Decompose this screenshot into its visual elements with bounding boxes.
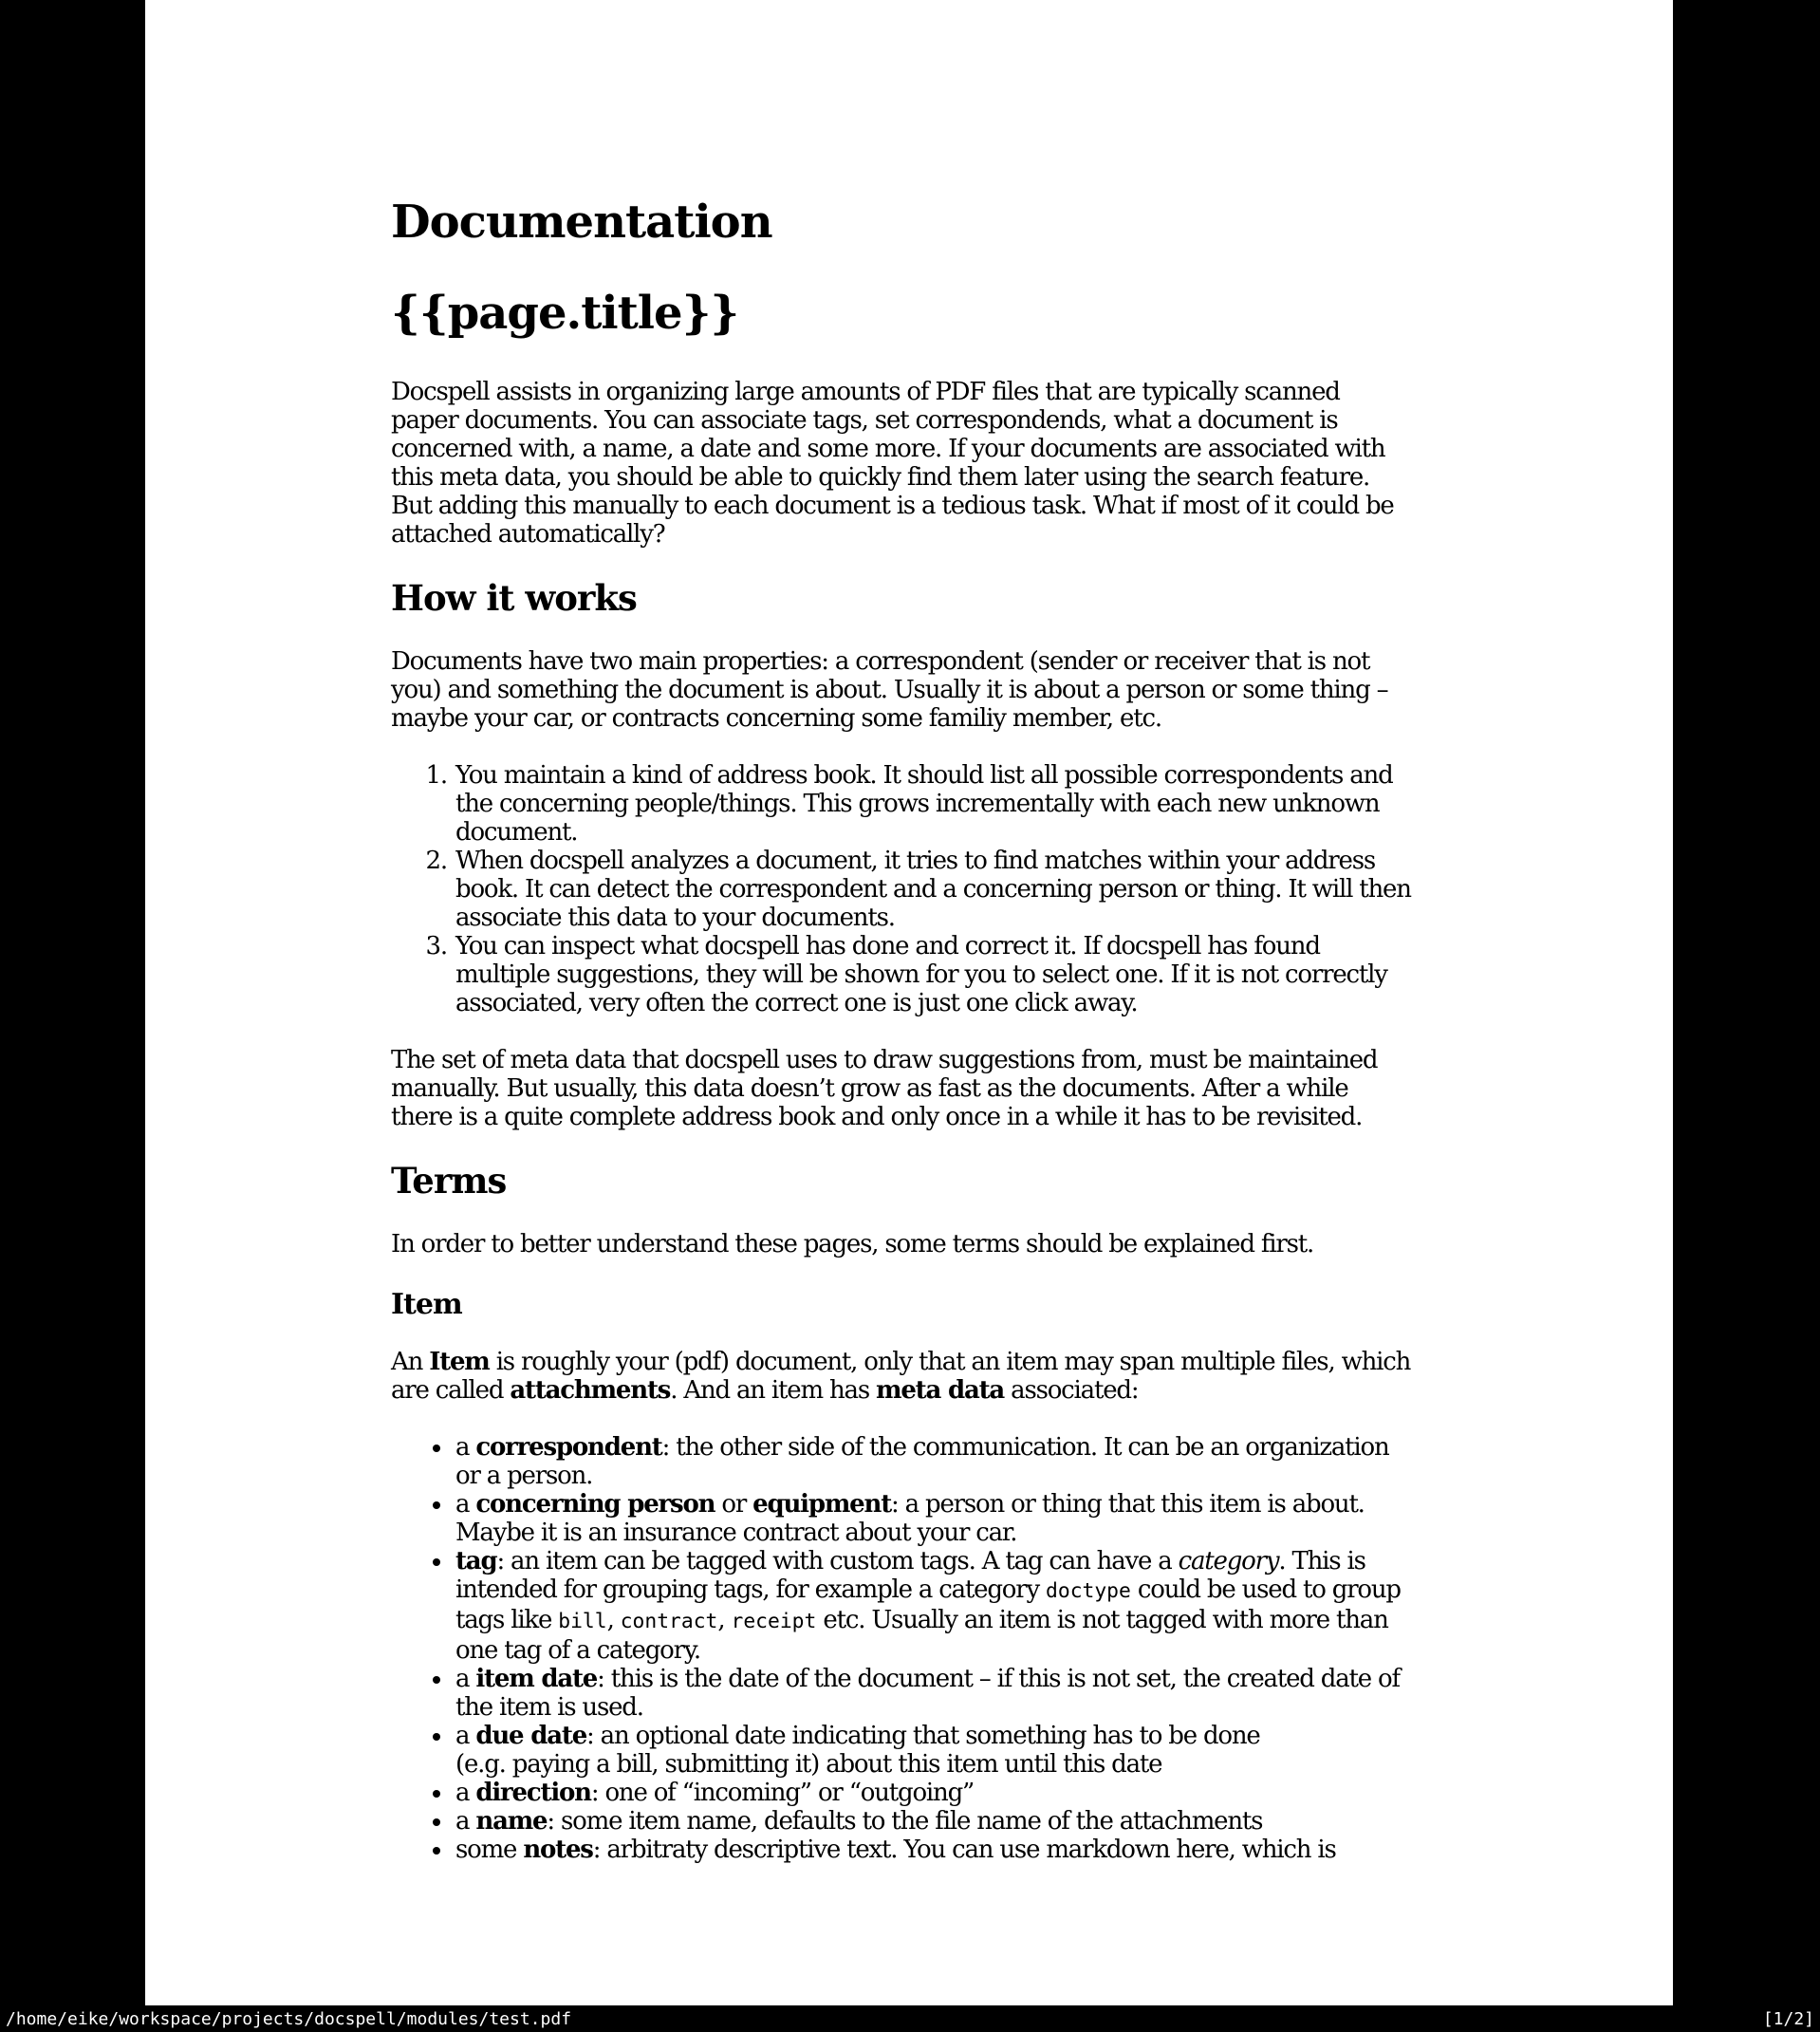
paragraph [391,647,1412,733]
text-run: could be used to group tags like [455,1575,1401,1634]
text-run: : an optional date indicating that something has to be done [586,1722,1260,1750]
list-item [454,1547,1412,1665]
text-run: etc. Usually an item is not tagged with more than one tag of a category. [455,1606,1388,1665]
statusbar-filepath: /home/eike/workspace/projects/docspell/modules/test.pdf [6,2008,572,2029]
text-run: a [455,1807,476,1836]
text-run: The set of meta data that docspell uses to draw suggestions from, must be maintained manually. But usually, this data doesn’t grow as fast as the documents. After a while there is a quite complete address book and only once in a while it has to be revisited. [391,1046,1378,1131]
text-run: associated: [1004,1376,1139,1405]
text-run: : some item name, defaults to the file name of the attachments [547,1807,1263,1836]
bold-text: correspondent [475,1433,662,1462]
pdf-page [145,0,1673,2005]
code-text: bill [558,1610,607,1633]
text-run: An [391,1348,430,1376]
bold-text: due date [475,1722,587,1750]
paragraph [391,1348,1412,1405]
text-run: Documents have two main properties: a correspondent (sender or receiver that is not you) and something the document is about. Usually it is about a person or some thing – maybe your car, or contracts concerning some familiy member, etc. [391,647,1388,733]
text-run: is roughly your (pdf) document, only that an item may span multiple files, which are called [391,1348,1411,1405]
list-item [454,932,1412,1017]
code-text: contract [620,1610,718,1633]
paragraph [391,378,1412,549]
text-run: (e.g. paying a bill, submitting it) about this item until this date [455,1750,1162,1779]
list-item [454,1779,1412,1807]
list-item [454,1807,1412,1836]
text-run: , [717,1606,732,1634]
italic-text: category [1178,1547,1279,1575]
bold-text: direction [475,1779,591,1807]
bold-text: Item [429,1348,490,1376]
text-run: or [715,1490,753,1519]
paragraph [391,1046,1412,1131]
text-run: : this is the date of the document – if this is not set, the created date of the item is used. [455,1665,1400,1722]
bold-text: name [475,1807,548,1836]
text-run: a [455,1490,476,1519]
text-run: : one of “incoming” or “outgoing” [590,1779,975,1807]
paragraph [391,1230,1412,1258]
list-item [454,1722,1412,1779]
text-run: : a person or thing that this item is about. Maybe it is an insurance contract about your car. [455,1490,1365,1547]
text-run: You maintain a kind of address book. It should list all possible correspondents and the concerning people/things. This grows incrementally with each new unknown document. [455,761,1393,847]
document-heading: Documentation [391,196,772,249]
text-run: : an item can be tagged with custom tags. A tag can have a [496,1547,1179,1575]
text-run: some [455,1836,524,1864]
text-run: You can inspect what docspell has done and correct it. If docspell has found multiple suggestions, they will be shown for you to select one. If it is not correctly associated, very often the correct one is just one click away. [455,932,1387,1017]
code-text: doctype [1046,1579,1131,1603]
subsection-heading: Item [391,1288,462,1321]
text-run: . This is intended for grouping tags, for example a category [455,1547,1365,1604]
bold-text: item date [475,1665,598,1693]
bold-text: meta data [876,1376,1005,1405]
section-heading: Terms [391,1160,507,1202]
list-item [454,761,1412,847]
text-run: a [455,1722,476,1750]
text-run: : arbitraty descriptive text. You can use markdown here, which is [592,1836,1336,1864]
document-heading: {{page.title}} [391,287,739,340]
statusbar [0,2005,1820,2032]
bold-text: concerning person [475,1490,715,1519]
list-item [454,847,1412,932]
ordered-list [391,761,1412,1017]
list-item [454,1433,1412,1490]
text-run: a [455,1779,476,1807]
section-heading: How it works [391,577,637,619]
list-item [454,1836,1412,1864]
bold-text: notes [523,1836,593,1864]
pdf-page-content [391,0,1412,1864]
text-run: a [455,1665,476,1693]
text-run: Docspell assists in organizing large amounts of PDF files that are typically scanned paper documents. You can associate tags, set correspondends, what a document is concerned with, a name, a date and some more. If your documents are associated with this meta data, you should be able to quickly find them later using the search feature. But adding this manually to each document is a tedious task. What if most of it could be attached automatically? [391,378,1394,549]
text-run: . And an item has [670,1376,877,1405]
statusbar-page-indicator: [1/2] [1762,2008,1814,2029]
text-run: : the other side of the communication. It can be an organization or a person. [455,1433,1389,1490]
bold-text: tag [455,1547,497,1575]
code-text: receipt [731,1610,817,1633]
text-run: When docspell analyzes a document, it tries to find matches within your address book. It can detect the correspondent and a concerning person or thing. It will then associate this data to your documents. [455,847,1411,932]
bullet-list [391,1433,1412,1864]
text-run: a [455,1433,476,1462]
bold-text: attachments [510,1376,671,1405]
text-run: In order to better understand these pages, some terms should be explained first. [391,1230,1314,1258]
list-item [454,1490,1412,1547]
list-item [454,1665,1412,1722]
bold-text: equipment [752,1490,892,1519]
text-run: , [606,1606,621,1634]
